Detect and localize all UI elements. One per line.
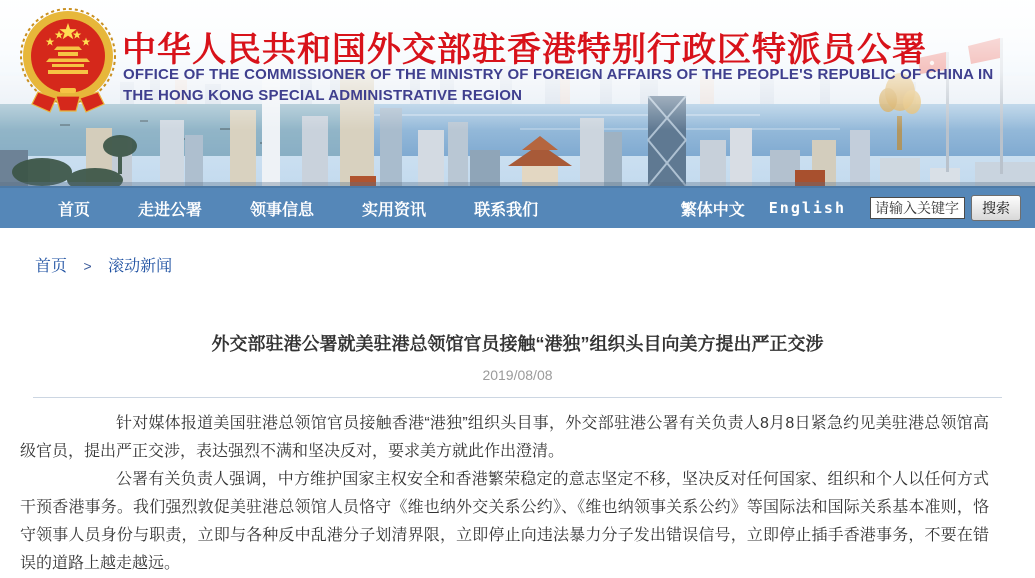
lang-english-link[interactable]: English <box>768 199 846 217</box>
site-title-chinese: 中华人民共和国外交部驻香港特别行政区特派员公署 <box>122 31 927 69</box>
article-paragraph: 公署有关负责人强调，中方维护国家主权安全和香港繁荣稳定的意志坚定不移，坚决反对任何国家、组织和个人以任何方式干预香港事务。我们强烈敦促美驻港总领馆人员恪守《维也纳外交关系公约》、《维也纳领事关系公约》等国际法和国际关系基本准则，恪守领事人员身份与职责，立即与各种反中乱港分子划清界限，立即停止向违法暴力分子发出错误信号，立即停止插手香港事务，不要在错误的道路上越走越远。 <box>20 471 989 572</box>
main-navigation <box>0 186 1035 228</box>
search-input[interactable] <box>870 197 965 219</box>
article <box>0 330 1035 578</box>
article-date: 2019/08/08 <box>482 367 553 383</box>
site-title-english-line1: OFFICE OF THE COMMISSIONER OF THE MINISTRY OF FOREIGN AFFAIRS OF THE PEOPLE'S REPUBLIC OF CHINA IN <box>123 66 994 83</box>
nav-right-group <box>681 195 1025 221</box>
header-banner <box>0 0 1035 186</box>
nav-item-about-office[interactable]: 走进公署 <box>138 201 203 219</box>
search-button[interactable]: 搜索 <box>971 195 1021 221</box>
nav-item-practical-info[interactable]: 实用资讯 <box>362 201 427 219</box>
site-title-english-line2: THE HONG KONG SPECIAL ADMINISTRATIVE REGION <box>123 87 523 104</box>
nav-item-contact-us[interactable]: 联系我们 <box>474 201 539 219</box>
lang-traditional-chinese-link[interactable]: 繁体中文 <box>680 201 745 219</box>
article-paragraph: 针对媒体报道美国驻港总领馆官员接触香港“港独”组织头目事，外交部驻港公署有关负责人8月8日紧急约见美驻港总领馆高级官员，提出严正交涉，表达强烈不满和坚决反对，要求美方就此作出澄清。 <box>20 415 989 460</box>
search-box <box>870 195 1021 221</box>
breadcrumb-current-link[interactable]: 滚动新闻 <box>108 258 173 275</box>
article-body <box>0 398 1035 578</box>
site-title-english <box>123 64 993 106</box>
breadcrumb-separator-icon: > <box>83 258 92 274</box>
breadcrumb <box>0 228 1035 276</box>
nav-item-home[interactable]: 首页 <box>58 201 91 219</box>
china-national-emblem-icon <box>18 6 118 124</box>
article-title: 外交部驻港公署就美驻港总领馆官员接触“港独”组织头目向美方提出严正交涉 <box>211 334 824 354</box>
breadcrumb-home-link[interactable]: 首页 <box>35 258 68 275</box>
nav-item-consular-info[interactable]: 领事信息 <box>250 201 315 219</box>
